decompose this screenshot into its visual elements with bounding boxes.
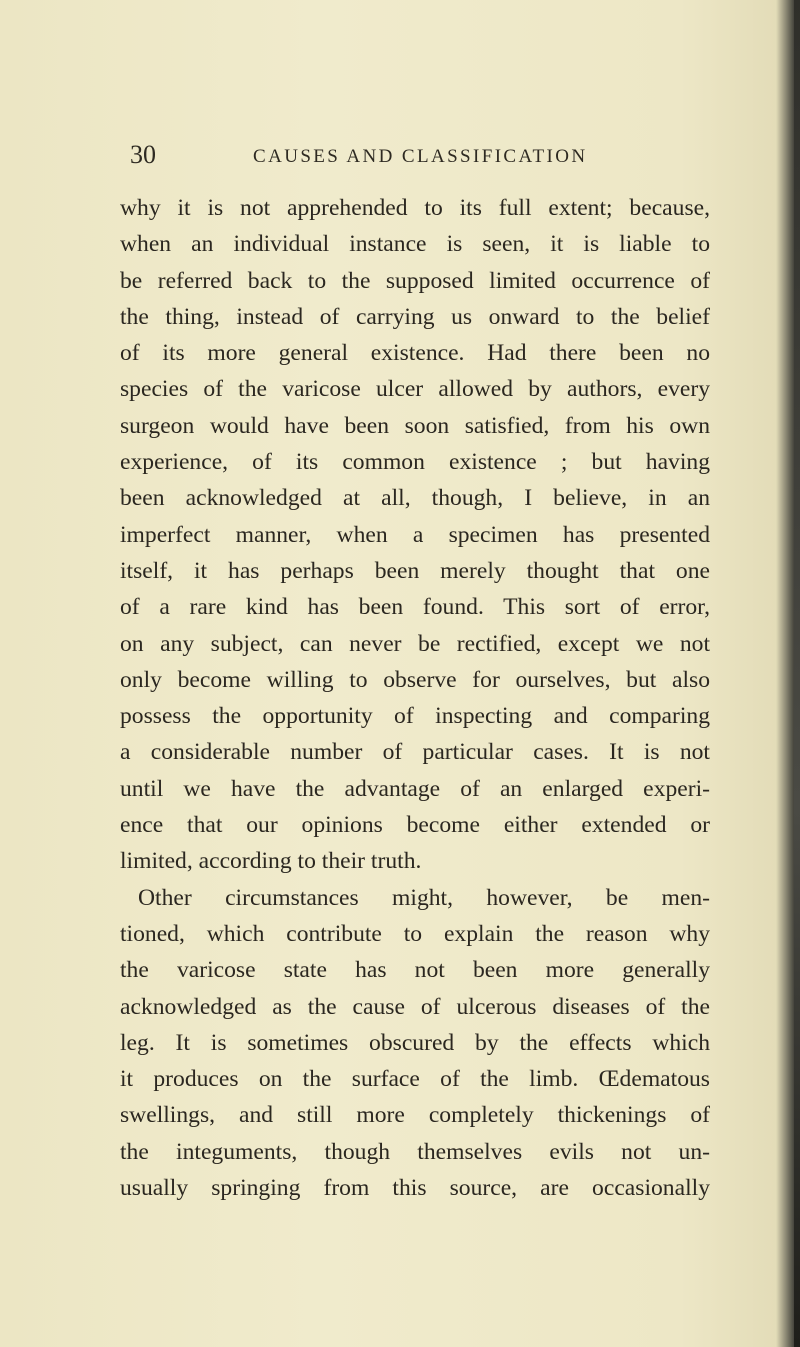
paragraph-start-line: Other circumstances might, however, be men- xyxy=(138,884,710,911)
text-line: usually springing from this source, are occasionally xyxy=(120,1175,710,1202)
text-line: ence that our opinions become either extended or xyxy=(120,812,710,839)
running-head: CAUSES AND CLASSIFICATION xyxy=(253,146,588,167)
text-line: swellings, and still more completely thickenings of xyxy=(120,1102,710,1129)
paragraph-end-line: limited, according to their truth. xyxy=(120,848,422,875)
text-line: itself, it has perhaps been merely thought that one xyxy=(120,557,710,584)
text-line: possess the opportunity of inspecting and comparing xyxy=(120,703,710,730)
text-line: of its more general existence. Had there been no xyxy=(120,340,710,367)
text-line: species of the varicose ulcer allowed by authors, every xyxy=(120,376,710,403)
text-line: been acknowledged at all, though, I believe, in an xyxy=(120,485,710,512)
text-line: the integuments, though themselves evils not un- xyxy=(120,1138,710,1165)
text-line: leg. It is sometimes obscured by the effects which xyxy=(120,1029,710,1056)
text-line: until we have the advantage of an enlarged experi- xyxy=(120,775,710,802)
body-text xyxy=(120,190,710,1206)
text-line: the varicose state has not been more generally xyxy=(120,957,710,984)
text-line: surgeon would have been soon satisfied, from his own xyxy=(120,412,710,439)
text-line: only become willing to observe for ourselves, but also xyxy=(120,666,710,693)
text-line: of a rare kind has been found. This sort of error, xyxy=(120,594,710,621)
text-line: tioned, which contribute to explain the reason why xyxy=(120,920,710,947)
text-line: the thing, instead of carrying us onward to the belief xyxy=(120,303,710,330)
page-number: 30 xyxy=(130,140,156,169)
text-line: imperfect manner, when a specimen has presented xyxy=(120,521,710,548)
text-line: acknowledged as the cause of ulcerous diseases of the xyxy=(120,993,710,1020)
text-line: on any subject, can never be rectified, except we not xyxy=(120,630,710,657)
text-line: experience, of its common existence ; but having xyxy=(120,449,710,476)
text-line: a considerable number of particular cases. It is not xyxy=(120,739,710,766)
text-line: be referred back to the supposed limited occurrence of xyxy=(120,267,710,294)
page-header xyxy=(130,140,690,180)
text-line: why it is not apprehended to its full extent; because, xyxy=(120,195,710,221)
text-line: when an individual instance is seen, it is liable to xyxy=(120,231,710,258)
page-edge-shadow xyxy=(794,0,800,1347)
text-line: it produces on the surface of the limb. Œdematous xyxy=(120,1066,710,1093)
